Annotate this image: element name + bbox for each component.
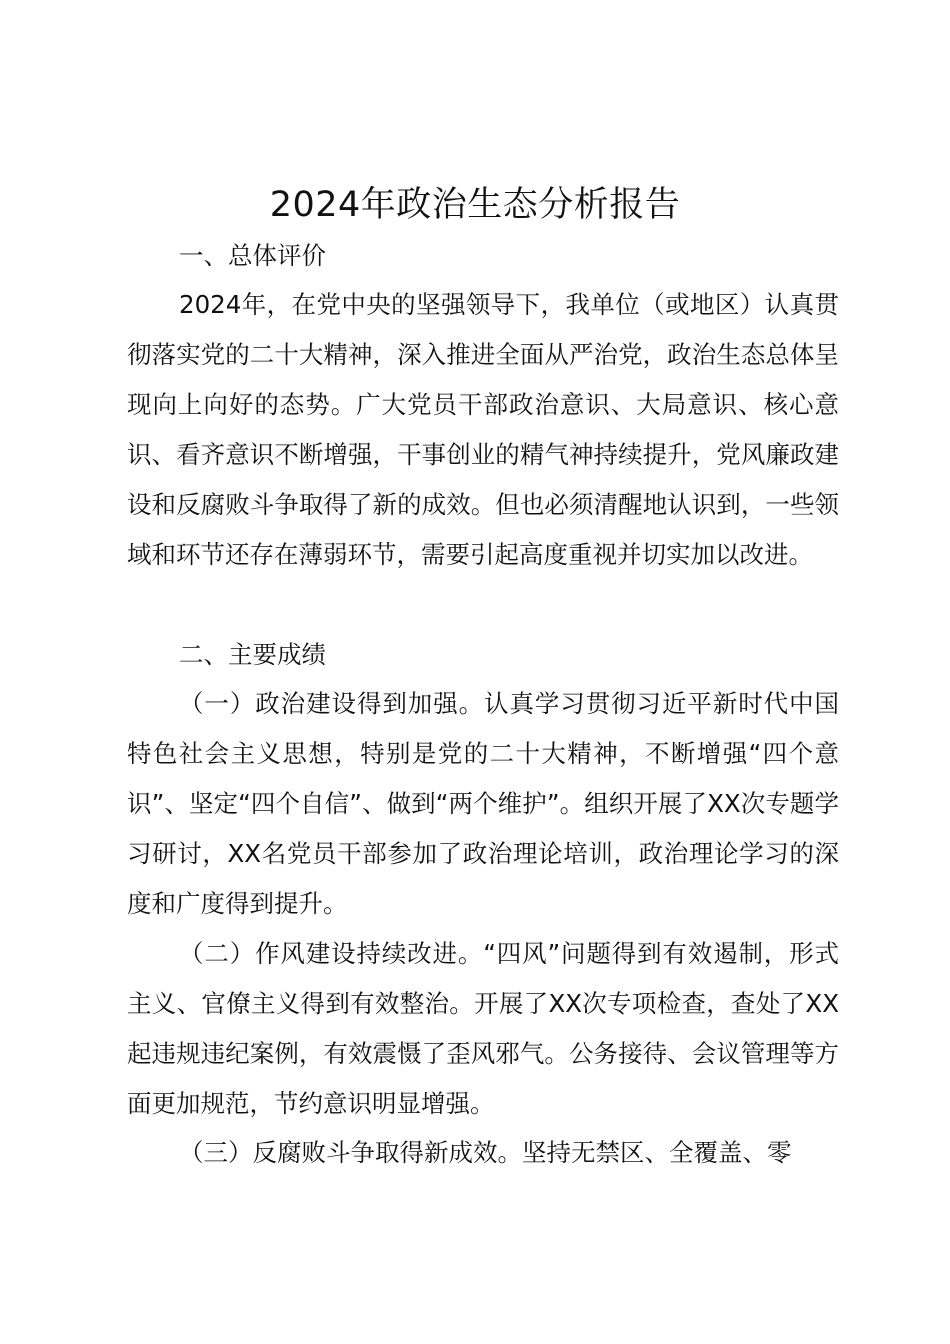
section-heading-main-achievements: 二、主要成绩 bbox=[179, 640, 326, 669]
achievement-item-anti-corruption: （三）反腐败斗争取得新成效。坚持无禁区、全覆盖、零 bbox=[179, 1138, 792, 1167]
achievement-item-work-style: （二）作风建设持续改进。“四风”问题得到有效遏制，形式主义、官僚主义得到有效整治。开展了XX次专项检查，查处了XX起违规违纪案例，有效震慑了歪风邪气。公务接待、会议管理等方面更加规范，节约意识明显增强。 bbox=[127, 939, 839, 1118]
overall-evaluation-paragraph: 2024年，在党中央的坚强领导下，我单位（或地区）认真贯彻落实党的二十大精神，深入推进全面从严治党，政治生态总体呈现向上向好的态势。广大党员干部政治意识、大局意识、核心意识、看齐意识不断增强，干事创业的精气神持续提升，党风廉政建设和反腐败斗争取得了新的成效。但也必须清醒地认识到，一些领域和环节还存在薄弱环节，需要引起高度重视并切实加以改进。 bbox=[127, 290, 839, 569]
achievement-item-political-building: （一）政治建设得到加强。认真学习贯彻习近平新时代中国特色社会主义思想，特别是党的二十大精神，不断增强“四个意识”、坚定“四个自信”、做到“两个维护”。组织开展了XX次专题学习研讨，XX名党员干部参加了政治理论培训，政治理论学习的深度和广度得到提升。 bbox=[127, 689, 839, 918]
document-title: 2024年政治生态分析报告 bbox=[269, 185, 681, 225]
section-heading-overall-evaluation: 一、总体评价 bbox=[179, 241, 326, 270]
